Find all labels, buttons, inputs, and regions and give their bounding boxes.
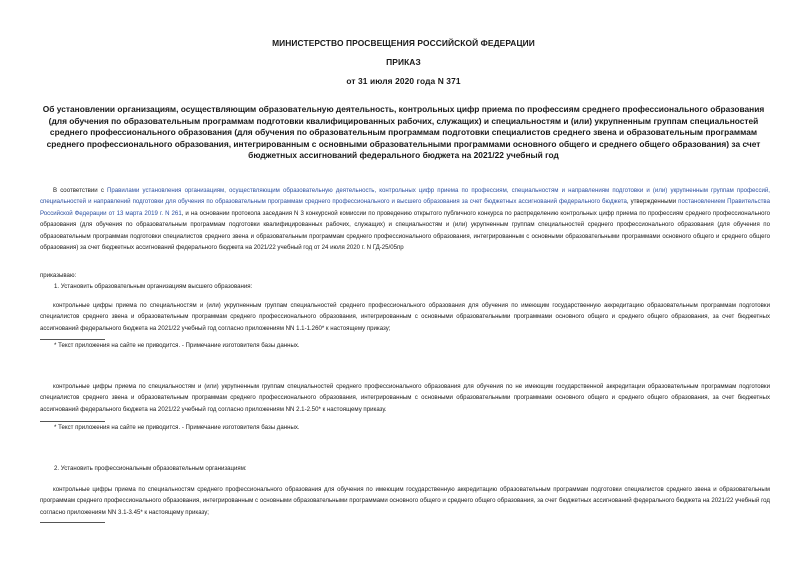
footnote-divider-1 xyxy=(40,339,105,340)
preamble-text-2: , утвержденными xyxy=(626,198,679,206)
doc-type-heading: ПРИКАЗ xyxy=(386,57,421,67)
preamble-text-3: , и на основании протокола заседания N 3 конкурсной комиссии по проведению открытого публичного конкурса по распределению контрольных цифр приема по профессиям среднего профессионального образования (для обучения по образовательным программам подготовки квалифицированных рабочих, служащих) и специальностям и (или) укрупненным группам специальностей среднего профессионального образования (для обучения по образовательным программам подготовки специалистов среднего звена и образовательным программам среднего профессионального образования, интегрированным с основными образовательными программами основного общего и среднего общего образования) за счет бюджетных ассигнований федерального бюджета на 2021/22 учебный год от 24 июля 2020 г. N ГД-25/05пр xyxy=(40,209,770,252)
date-number-heading: от 31 июля 2020 года N 371 xyxy=(346,76,461,86)
item-2-heading: 2. Установить профессиональным образовательным организациям: xyxy=(54,465,247,472)
rules-link[interactable]: Правилами установления организациям, осуществляющим образовательную деятельность, контрольных цифр приема по профессиям, специальностям и направлениям подготовки и (или) укрупненным группам профессий, специальностей и направлений подготовки для обучения по образовательным программам среднего профессионального и высшего образования за счет бюджетных ассигнований федерального бюджета xyxy=(40,187,770,206)
footnote-divider-2 xyxy=(40,421,105,422)
item-1-paragraph-1: контрольные цифры приема по специальностям и (или) укрупненным группам специальностей среднего профессионального образования для обучения по имеющим государственную аккредитацию образовательным программам подготовки специалистов среднего звена и образовательным программам среднего профессионального образования, интегрированным с основными образовательными программами основного общего и среднего общего образования, за счет бюджетных ассигнований федерального бюджета на 2021/22 учебный год согласно приложениям NN 1.1-1.260* к настоящему приказу; xyxy=(40,302,770,332)
document-title: Об установлении организациям, осуществляющим образовательную деятельность, контрольных цифр приема по профессиям среднего профессионального образования (для обучения по образовательным программам подготовки квалифицированных рабочих, служащих) и специальностям и (или) укрупненным группам специальностей среднего профессионального образования (для обучения по образовательным программам подготовки специалистов среднего звена и образовательным программам среднего профессионального образования, интегрированным с основными образовательными программами основного общего и среднего общего образования) за счет бюджетных ассигнований федерального бюджета на 2021/22 учебный год xyxy=(42,104,765,161)
ministry-heading: МИНИСТЕРСТВО ПРОСВЕЩЕНИЯ РОССИЙСКОЙ ФЕДЕРАЦИИ xyxy=(272,38,535,48)
item-2-paragraph-1: контрольные цифры приема по специальностям среднего профессионального образования для обучения по имеющим государственную аккредитацию образовательным программам подготовки специалистов среднего звена и образовательным программам среднего профессионального образования, интегрированным с основными образовательными программами основного общего и среднего общего образования, за счет бюджетных ассигнований федерального бюджета на 2021/22 учебный год согласно приложениям NN 3.1-3.45* к настоящему приказу; xyxy=(40,486,770,516)
preamble-text-1: В соответствии с xyxy=(53,187,108,194)
order-word: приказываю: xyxy=(40,272,77,279)
footnote-1: * Текст приложения на сайте не приводится. - Примечание изготовителя базы данных. xyxy=(54,342,300,349)
resolution-link[interactable]: постановлением Правительства Российской Федерации от 13 марта 2019 г. N 261 xyxy=(40,198,770,217)
item-1-heading: 1. Установить образовательным организациям высшего образования: xyxy=(54,283,253,290)
preamble-paragraph xyxy=(40,185,770,253)
item-1-paragraph-2: контрольные цифры приема по специальностям и (или) укрупненным группам специальностей среднего профессионального образования для обучения по не имеющим государственной аккредитации образовательным программам подготовки специалистов среднего звена и образовательным программам среднего профессионального образования, интегрированным с основными образовательными программами основного общего и среднего общего образования, за счет бюджетных ассигнований федерального бюджета на 2021/22 учебный год согласно приложениям NN 2.1-2.50* к настоящему приказу. xyxy=(40,383,770,413)
footnote-divider-3 xyxy=(40,522,105,523)
footnote-2: * Текст приложения на сайте не приводится. - Примечание изготовителя базы данных. xyxy=(54,424,300,431)
